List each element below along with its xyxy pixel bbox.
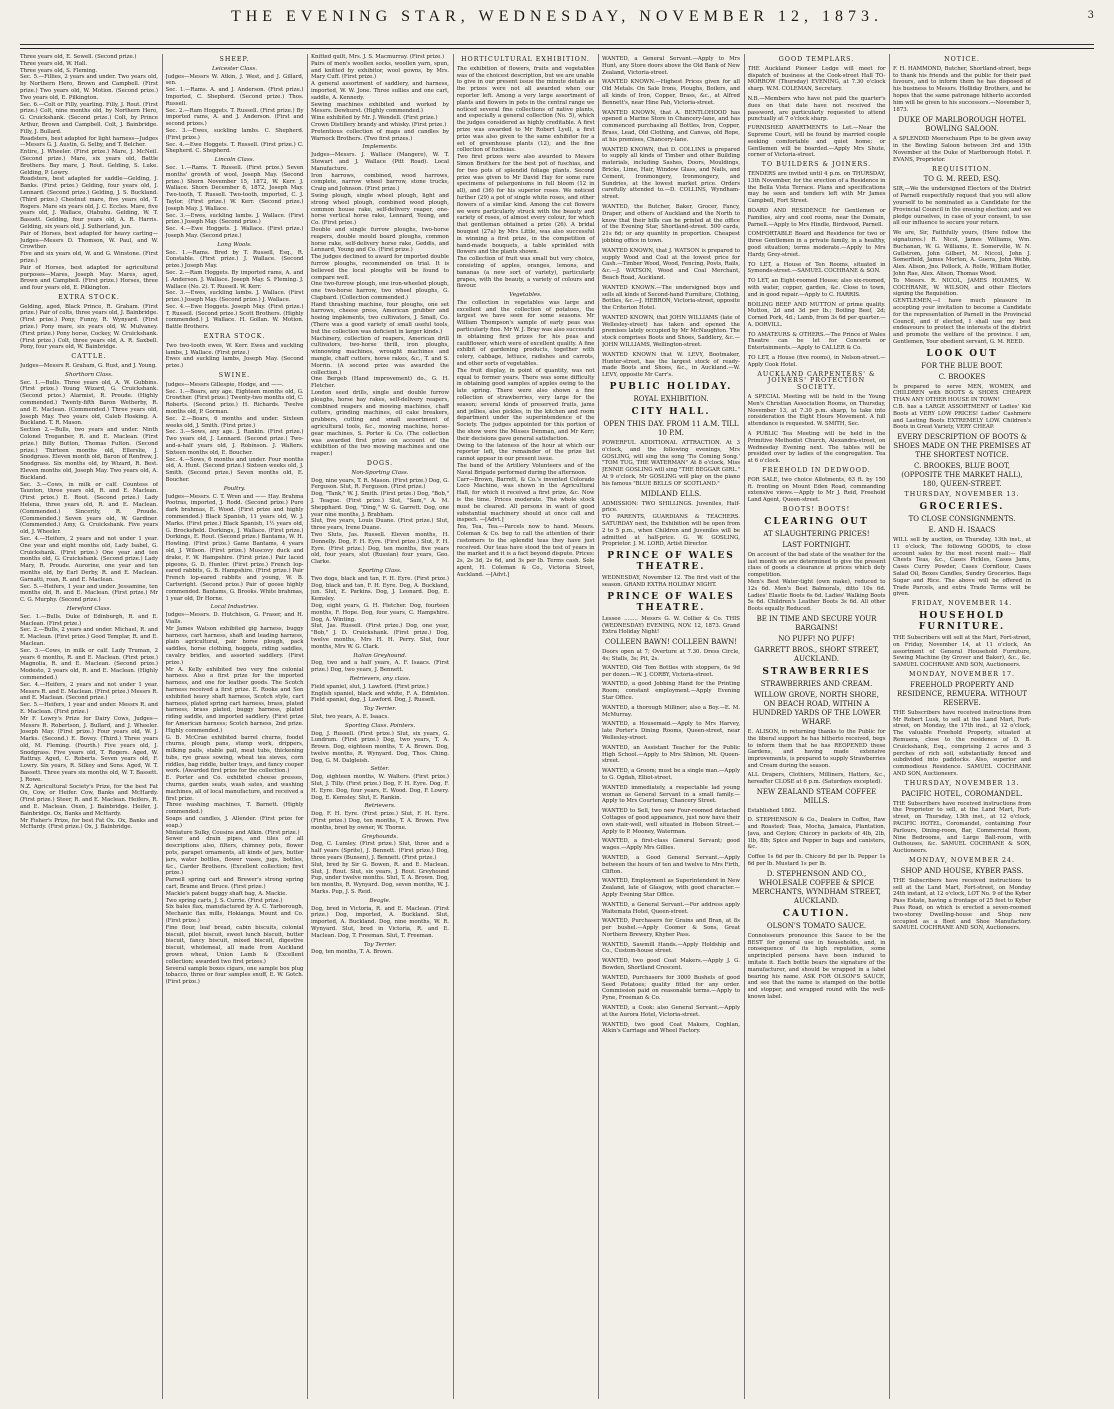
newspaper-title: THE EVENING STAR, WEDNESDAY, NOVEMBER 12, 1873. (230, 8, 884, 25)
column-paragraph: Machinery, collection of reapers, American drill cultivators, two-horse thrill, iron ploughs, winnowing machines, wrought machines and mangle, chaff cutters, horse rakes, &c., T. and S. Morrin. (A second prize was awarded the collection.) (311, 335, 449, 376)
subsection-heading: Leicester Class. (211, 65, 258, 72)
column-paragraph: Pair of Horses, best adapted for agricultural purposes—Mares, Joseph May. Mares, aged, Brown and Campbell. (First prize.) Horses, three and four years old, E. Pilkington. (20, 264, 158, 292)
advertisement: WANTED, two good Coat Makers.—Apply J. G. Bowden, Shortland Crescent. (602, 958, 740, 972)
display-line: SHOP AND HOUSE, KYBER PASS. (900, 866, 1024, 875)
advertisement: WANTED, Old Tom Bottles with stoppers, 6s 9d per dozen.—W. J. CORBY, Victoria-street. (602, 664, 740, 678)
column-paragraph: Two two-tooth ewes, W. Kerr. Ewes and suckling lambs, J. Wallace. (First prize.) (165, 342, 304, 356)
column-paragraph: Slut, two years, A. E. Isaacs. (311, 713, 389, 720)
column-paragraph: Iron harrows, combined, wood harrows, complete, narrow wheel barrow, stone trucks, Craig and Johnson. (First prize.) (311, 172, 449, 193)
advertisement: WANTED immediately, a respectable lad young woman as General Servant in a small family.—Apply to Mrs Courtenay, Chancery Street. (602, 784, 740, 805)
column-paragraph: Slut, bred by Sir G. Bowen, R. and E. Maclean. Slut, J. Rout. Slut, six years, J. Rout. Greyhound Pup, under twelve months. Slut, T. A. Brown. Dog, ten months, R. Wynyard. Dog, seven months, W. J. Marks. Pup, J. S. Reid. (311, 861, 449, 896)
advertisement: WANTED, Purchasers for 3000 Bushels of good Seed Potatoes; quality fitted for any order. Commission paid on reasonable terms.—Apply to Pyne, Freeman & Co. (602, 974, 740, 1002)
column-paragraph: ADMISSION: TWO SHILLINGS. Juveniles, Half-price. (602, 500, 740, 514)
display-heading: STRAWBERRIES (762, 666, 871, 677)
display-heading: PRINCE OF WALES THEATRE. (607, 551, 735, 573)
column-paragraph: Sec. 3.—Ewes, suckling lambs. C. Shepherd. (First prize.) (165, 127, 304, 141)
advertisement: FURNISHED APARTMENTS to Let.—Near the Supreme Court, will be found by married couple seeking comfortable and quiet home; or Gentlemen will be boarded.—Apply Mrs Shute, corner of Victoria-street. (747, 125, 886, 159)
column-paragraph: Sec. 1.—Bulls. Duke of Edinburgh, R. and E. Maclean. (First prize.) (20, 613, 158, 627)
column-paragraph: The collection in vegetables was large and excellent and the collection of potatoes, the largest we have seen for some seasons. Mr William Thompson's sample of early peas was particularly fine. Mr W. J. Bray was also successful in obtaining first prizes for his peas and cauliflower, which were of excellent quality. A fine exhibit of gardening products, together with celery, cabbage, lettuce, radishes and carrots, and other sorts of vegetables. (456, 299, 595, 368)
advertisement: TO LET, an Eight-roomed House; also six-roomed, with water, copper, garden, &c. Close to town, and in good repair.—Apply to C. HARRIS. (747, 278, 886, 298)
advertisement: BOILING BEEF AND MUTTON of prime quality. Mutton, 2d and 3d per lb.; Boiling Beef, 2d; Corned Pork, 4d.; Lamb, from 3s 6d per quarter.—A. DORVILL. (747, 301, 886, 328)
columns-container (20, 54, 1094, 1399)
column-paragraph: Established 1862. (747, 808, 797, 815)
advertisement: WANTED KNOWN, that JOHN WILLIAMS (late of Wellesley-street) has taken and opened the premises lately occupied by Mr McNaughton. The stock comprises Boots and Shoes, Saddlery, &c.—JOHN WILLIAMS, Wellington-street. (602, 314, 740, 349)
column-paragraph: Dog, eight years, G. H. Fletcher. Dog, fourteen months, F. Hope. Dog, four years, C. Hampshire. Dog, A. Winting. (311, 602, 449, 623)
display-heading: PRINCE OF WALES THEATRE. (607, 591, 735, 613)
column-paragraph: Sec. 3.—Cows, in milk or calf. Countess of Taunton, three years old, R. and E. Maclean. (First prize.) E. Rout. (Second prize.) Lady Helena, three years old, R. and E. Maclean. (Commended.) Sincerity, R. Proude. (Commended.) Seven years old, W. Gardiner. (Commended.) Amy, G. Cruickshank. Five years old, J. Wheeler. (20, 481, 158, 536)
subsection-heading: Beagle. (369, 897, 391, 904)
column-paragraph: Slut, five years, Louis Duane. (First prize.) Slut, three years, Irene Duane. (311, 518, 449, 532)
column-paragraph: The fruit display, in point of quantity, was not equal to former years. There was some difficulty in obtaining good samples of apples owing to the late spring. There were also shown a fine collection of strawberries, very large for the season; several kinds of preserved fruits, jams and jellies, also pickles, in the kitchen and room department under the superintendence of the Society. The judges appointed for this portion of the show were the Misses Denman, and Mr Kerr; their decisions gave general satisfaction. (456, 367, 595, 442)
advertisement: WANTED, a good Jobbing Hand for the Printing Room; constant employment.—Apply Evening Star Office. (602, 681, 740, 701)
column-paragraph: TO PARENTS, GUARDIANS & TEACHERS. SATURDAY next, the Exhibition will be open from 2 to 5 p.m., when Children and Juveniles will be admitted at half-price. G. W. GOSLING, Proprietor. J. M. LORD, Artist Director. (602, 514, 740, 548)
column-paragraph: Soaps and candles, J. Allender. (First prize for soap.) (165, 816, 304, 829)
column-paragraph: Coffee 1s 6d per lb. Chicory 8d per lb. Pepper 1s 6d per lb. Mustard 1s per lb. (747, 854, 886, 867)
column-paragraph: On account of the bad state of the weather for the last month we are determined to give the present class of goods a clearance at prices which defy competition. (747, 551, 886, 579)
display-heading: LOOK OUT (926, 348, 998, 359)
column-paragraph: Sec. 3.—Cows, in milk or calf. Lady Truman, 2 years 6 months, R. and E. Maclean. (First prize.) Magnolia, R. and E. Maclean. (Second prize.) Modesto, 2 years old, R. and E. Maclean. (Highly commended.) (20, 647, 158, 681)
column-paragraph: Dog, bred in Victoria, R. and E. Maclean. (First prize.) Dog, imported, A. Buckland. Slut, imported, A. Buckland. Dog, nine months, W. R. Wynyard. Slut, bred in Victoria, R. and E. Maclean. Dog, T. Freeman. Slut, T. Freeman. (311, 905, 449, 939)
column-paragraph: WILL sell by auction, on Thursday, 13th inst., at 11 o'clock, The following GOODS, to close account sales by the most recent mail:— Half Chests Teas, &c., Cases Pickles, Cases Jams, Cases Curry Powder, Cases Cornflour, Cases Salad Oil, Boxes Candles, Sundry Groceries. Bags Sugar and Rice. The above will be offered in Trade Parcels, and extra Trade Terms will be given. (893, 537, 1031, 598)
display-heading: PUBLIC HOLIDAY. (609, 382, 733, 393)
column-paragraph: Carr—Brown, Barrett, & Co.'s invented Colorado Loco Machine, was shown in the Agricultural Hall, for which it received a first prize, &c. Now is the time. Prices moderate. The whole stock must be cleared. All persons in want of good substantial machinery should at once call and inspect. —[Advt.] (456, 476, 595, 524)
advertisement: BOARD AND RESIDENCE for Gentlemen or Families, airy and cool rooms, near the Domain, Parnell.—Apply to Mrs Hindle, Birdwood, Parnell. (747, 207, 886, 228)
column-paragraph: Roadsters, best adapted for saddle—Gelding, J. Banks. (First prize.) Gelding, four years old, J. Lennard. (Second prize.) Gelding, J. S. Buckland. (Third prize.) Chestnut mare, five years old, T. Rogers. Mare six years old, J. C. Eccles. Mare, five years old, J. Wallace, Otahuhu. Gelding, W. T. Bassett. Gelding, four years old, A. R. Harris. Gelding, six years old, J. Sutherland, jun. (20, 176, 158, 230)
column-paragraph: N.B.—Members who have not paid the quarter's dues on that date have not received the password, are particularly requested to attend punctually at 7 o'clock sharp. (747, 95, 886, 123)
display-heading: CITY HALL. (631, 407, 711, 418)
column-paragraph: Sec. 4.—Heifers, 2 years and not under 1 year. One year and eight months old, Lady Isabel, G. Cruickshank. (First prize.) One year and ten months old, G. Cruickshank. (Second prize.) Lady Mary, R. Proude. Aurorine, one year and ten months old, by Earl Derby, R. and E. Maclean. Garnatti, roan, R. and E. Maclean. (20, 535, 158, 583)
column-paragraph: English spaniel, black and white, F. A. Edmiston. Field spaniel, dog, J. Lawford. Dog, J. Russell. (311, 690, 449, 704)
section-heading: CATTLE. (71, 353, 107, 361)
column-paragraph: Sec. 3.—Ewes, suckling lambs. J. Wallace. (First prize.) Joseph May. (Second prize.) J. Wallace. (165, 290, 304, 304)
advertisement: TENDERS are invited until 4 p.m. on THURSDAY, 13th November, for the erection of a Residence in the Bella Vista Terrace. Plans and specifications may be seen and tenders left with Mr James Campbell, Fort Street. (747, 170, 886, 205)
column-paragraph: Sec. 1.—Rams. A. and J. Anderson. (First prize.) Imported, C. Shepherd. (Second prize.) Thos. Russell. (165, 87, 304, 107)
section-heading: EXTRA STOCK. (203, 333, 266, 341)
column-paragraph: Sec. 4.—Ewe Hoggets. J. Wallace. (First prize.) Joseph May. (Second prize.) (165, 226, 304, 239)
column-paragraph: Dog, F. H. Eyre. (First prize.) Slut, F. H. Eyre. (First prize.) Dog, ten months, T. A. Brown. Five months, bred by owner, W. Thorne. (311, 811, 449, 831)
column-paragraph: Sec. 4.—Sows, 6 months and under. Four months old, A. Hunt. (Second prize.) Sixteen weeks old, J. Smith. (Second prize.) Seven months old, E. Boucher. (165, 456, 304, 484)
section-heading: MONDAY, NOVEMBER 24. (909, 856, 1015, 864)
display-line: STRAWBERRIES AND CREAM. (760, 679, 873, 688)
column-paragraph: Dog, C. Lumley. (First prize.) Slut, three and a half years (Sprite), J. Bennett. (First prize.) Dog, three years (Bunsen), J. Bennett. (First prize.) (311, 841, 449, 862)
subsection-heading: Lincoln Class. (214, 157, 255, 164)
column-paragraph: Lessee ........ Messrs G. W. Collier & Co. THIS (WEDNESDAY) EVENING, NOV. 12, 1873. Grand Extra Holiday Night! (602, 615, 740, 636)
column-paragraph: Sec. 3.—Sows, any age. J. Rankin. (First prize.) Two years old, J. Lennard. (Second prize.) Two-and-a-half years old, J. Robinson. J. Walters. Sixteen months old, E. Boucher. (165, 429, 304, 456)
column-paragraph: Two first prizes were also awarded to Messrs Simon Brothers for the best pot of fuschias, and for two pots of splendid foliage plants. Second prize was given to Mr David Hay for some rare specimens of pelargoniums in full bloom (12 in all), and (36) for his superior roses. We noticed further (29) a pot of single white roses, and other flowers of a similar kind. Among the cut flowers we were particularly struck with the beauty and variety of roses, of almost every colour, for which that gentleman obtained a prize (26). A bridal bouquet (27a) by Mrs Little, was also successful in winning a first prize, in the competition of hand-made bouquets, a table sprinkled with flowers and the plants shown. (456, 154, 595, 256)
column-paragraph: Sec. 1.—Boars, any age. Eighteen months old, G. Crowther. (First prize.) Twenty-two months old, C. Roberts. (Second prize.) H. Richards. Twelve months old, P. Gorman. (165, 388, 304, 416)
column-paragraph: The collection of fruit was small but very choice, consisting of apples, oranges, lemons, and bananas (a new sort of variety), particularly grapes, with the beauty, a variety of colours and flavour. (456, 256, 595, 290)
display-line: OPEN THIS DAY. FROM 11 A.M. TILL 10 P.M. (603, 420, 739, 438)
column-paragraph: Three years old, S. Fleming. (20, 67, 98, 74)
column-paragraph: Men's Best Water-tight (own make), reduced to 12s 6d. Men's Best Balmorals, ditto 10s 6d. Ladies' Elastic Boots 6s 6d. Ladies' Walking Boots 5s 6d. Children's Leather Boots 3s 6d. All other Boots equally Reduced. (747, 579, 886, 613)
column-paragraph: Two dogs, black and tan, F. H. Eyre. (First prize.) Dog, black and tan, F. H. Eyre. Dog, A. Buckland, jun. Slut, E. Parkins. Dog, J. Leonard. Dog, E. Kemsley. (311, 575, 449, 603)
column-paragraph: Three years old, E. Sewell. (Second prize.) (20, 54, 137, 60)
newspaper-column-2 (166, 54, 304, 1399)
column-paragraph: Mr F. Lowry's Prize for Dairy Cows, Judges—Messrs R. Robertson, J. Bullard, and J. Wheeler. Joseph May. (First prize.) Four years old, W. J. Marks. (Second.) E. Bovey. (Third.) Three years old, M. Fleming. (Fourth.) Five years old, J. Snodgrass. Five years old, T. Rogers. Aged, W. Rattray. Aged, C. Roberts. Seven years old, F. Lowry. Six years, R. Silkey and Sons. Aged, W. T. Bassett. Three years six months old, W. T. Bassett. J. Rowe. (20, 715, 158, 783)
column-paragraph: Several sample boxes cigars, one sample box plug tobacco, three or four samples snuff, E. W. Gotch. (First prize.) (165, 965, 304, 986)
column-paragraph: Six bales flax, manufactured by A. C. Yarborough, Mechanic flax mills, Hokianga. Mount and Co. (First prize.) (165, 904, 304, 925)
section-heading: HORTICULTURAL EXHIBITION. (461, 56, 590, 63)
column-paragraph: Crown Distillery brandy and whisky. (First prize.) (311, 121, 447, 128)
column-paragraph: Two Sluts, Jas. Russell. Eleven months, H. Donnelly. Dog, F. H. Eyre. (First prize.) Slut, F. H. Eyre. (First prize.) Dog, ten months, five years old, four years, slut (Russian) four years, Geo. Clarke. (311, 531, 449, 566)
column-paragraph: Knitted quilt, Mrs. J. S. Macmurray. (First prize.) (311, 54, 445, 60)
advertisement: COMFORTABLE Board and Residence for two or three Gentlemen in a private family, in a healthy, good situation; terms moderate.—Apply to Mrs Hardy, Grey-street. (747, 231, 886, 258)
column-paragraph: The exhibition of flowers, fruits and vegetables was of the choicest description, but we are unable to give in our present issue the minute details as the prizes were not all awarded when our reporter left. Among a very large assortment of plants and flowers in pots in the central range we noticed several fine collections of native plants, and especially a general collection (No. 5), which the judges considered as highly creditable. A first prize was awarded to Mr Robert Lyell, a first prize was also given to the same exhibitor for a set of greenhouse plants (12), and the fine collection of fuchsias. (456, 65, 595, 154)
display-heading: CLEARING OUT (764, 516, 869, 527)
advertisement: WANTED, a thorough Milliner; also a Boy.—E. M. McMurray. (602, 704, 740, 718)
column-paragraph: Sec. 5.—Fillies, 2 years and under. Two years old, by Northern Hero, Brown and Campbell. (First prize.) Two years old, W. Motion. (Second prize.) Two years old, E. Pilkington. (20, 74, 158, 101)
column-paragraph: Sec. 1.—Rams. T. Russell. (First prize.) Seven months' growth of wool, Joseph May. (Second prize.) Shorn November 15, 1872, W. Kerr. J. Wallace. Shorn December 6, 1872, Joseph May. Two-tooth, T. Russell. Two-tooth, imported, C. J. Taylor. (First prize.) W. Kerr. (Second prize.) Joseph May. J. Wallace. (165, 164, 304, 212)
column-paragraph: Hand thrashing machine, four ploughs, one set harrows, cheese press, American grubber and hoeing implements, two cultivators, J. Small, Co. (There was a good variety of small useful tools, but the collection was deficient in larger kinds.) (311, 301, 449, 335)
column-paragraph: GENTLEMEN,—I have much pleasure in accepting your invitation to become a Candidate for the representation of Parnell in the Provincial Council, and if elected, I shall use my best endeavours to protect the interests of the district and promote the welfare of the province. I am, Gentlemen, Your obedient servant, G. M. REED. (893, 298, 1031, 345)
page-number: 3 (1087, 10, 1094, 21)
column-paragraph: Dog, eighteen months, W. Walters. (First prize.) Slut, J. Tilly. (First prize.) Dog, F. H. Eyre. Dog, F. H. Eyre. Dog, four years, E. Wood. Dog, F. Lowry. Dog, E. Kemsley. Slut, E. Rankin. (311, 774, 449, 801)
advertisement: WANTED, an Assistant Teacher for the Public High School.—Apply to Mrs Shlmon, Mt. Queen-street. (602, 744, 740, 765)
column-paragraph: Three washing machines, T. Barnett. (Highly commended.) (165, 802, 304, 816)
column-paragraph: One Bergeb (Hand improvement) do., G. H. Fletcher. (311, 376, 449, 390)
column-paragraph: Judges—Messrs W. Atkin, J. West, and J. Gillard, sen. (165, 73, 304, 87)
subsection-heading: Setter. (370, 766, 390, 773)
column-paragraph: Sec. 5.—Heifers, 1 year and under. Messrs R. and E. Maclean. (First prize.) (20, 702, 158, 715)
masthead (20, 8, 1094, 49)
display-line: E. AND H. ISAACS (928, 526, 996, 535)
column-rule (889, 54, 890, 1399)
subsection-heading: Greyhounds. (361, 833, 399, 840)
column-paragraph: Five and six years old, W. and G. Winstone. (First prize.) (20, 251, 158, 264)
display-line: AT SLAUGHTERING PRICES! (763, 529, 870, 538)
column-paragraph: Ewes and suckling lambs, Joseph May. (Second prize.) (165, 356, 304, 370)
advertisement: WANTED, two good Coat Makers, Coghlan, Atkin's Carriage and Wheel Factory. (602, 1021, 740, 1035)
column-paragraph: N.Z. Agricultural Society's Prize, for the best Fat Ox, Cow, or Heifer. Cow, Banks and McHardy. (First prize.) Steer, R. and E. Maclean. Heifers, R. and E. Maclean. Oxen, J. Bainbridge. Heifer, J. Bainbridge. Ox, Banks and McHardy. (20, 783, 158, 817)
column-paragraph: Pair of Horses, best adapted for heavy carting—Judges—Messrs D. Thomson, W. Paul, and W. Crowther. (20, 230, 158, 251)
advertisement: THE Auckland Pioneer Lodge will meet for dispatch of business at the Cook-street Hall TO-MORROW (Thursday) EVENING, at 7.30 o'clock sharp. W.M. COLEMAN, Secretary. (747, 65, 886, 93)
advertisement: WANTED, Sawmill Hands.—Apply Holdship and Co., Custom-house street. (602, 941, 740, 955)
advertisement: F. H. HAMMOND, Butcher, Shortland-street, begs to thank his friends and the public for their past favours, and to inform them he has disposed of his business to Messrs. Holliday Brothers, and he hopes that the same patronage hitherto accorded him will be given to his successors.—November 5, 1873. (893, 65, 1031, 113)
section-heading: DOGS. (366, 460, 394, 468)
section-heading: THURSDAY, NOVEMBER 13. (904, 491, 1020, 499)
column-paragraph: Three years old, W. Hall. (20, 60, 88, 67)
advertisement: WANTED, a Good General Servant.—Apply between the hours of ten and twelve to Mrs Firth, Clifton. (602, 854, 740, 875)
advertisement: WANTED to Sell, two new Four-roomed detached Cottages of good appearance, just now have their own stair-well, well situated in Hobson Street.—Apply to P. Mooney, Waterman. (602, 808, 740, 835)
column-paragraph: Mr A. Kelly exhibited two very fine colonial harness. Also a first prize for the imported harness, and one for leather goods. The Scotch harness received a first prize. E. Rooke and Son exhibited heavy shaft harness, Scotch style, cart harness, plated spring cart harness, brass, plated harness, brass plated, buggy harness, plated riding saddle, and imported saddlery. (First prize for American harness; Scotch harness, 2nd prize. Highly commended.) (165, 666, 304, 734)
column-paragraph: Double and single furrow ploughs, two-horse reapers, double mould board ploughs, common horse rake, self-delivery horse rake, Geddis, and Lennard, Young and Co. (First prize.) (311, 226, 449, 254)
masthead-rule (20, 44, 1094, 45)
advertisement: A SPECIAL Meeting will be held in the Young Men's Christian Association Rooms, on Thursday, November 13, at 7.30 p.m. sharp, to take into consideration the Eight Hours Movement. A full attendance is requested. W. SMITH, Sec. (747, 394, 886, 428)
section-heading: MONDAY, NOVEMBER 17. (909, 671, 1015, 679)
display-line: C. BROOKES (938, 372, 986, 381)
subsection-heading: Long Wools. (217, 241, 252, 248)
display-line: TO G. M. REED, ESQ. (923, 175, 1001, 184)
section-heading: BOOTS! BOOTS! (782, 506, 851, 514)
display-line: MIDLAND ELLS. (640, 489, 702, 498)
column-paragraph: Sec. 4.—Heifers, 2 years and not under 1 year. Messrs R. and E. Maclean. (First prize.) Messrs R. and E. Maclean. (Second prize.) (20, 681, 158, 702)
column-paragraph: Judges—Messrs R. Graham, G. Rust, and J. Young. (20, 363, 157, 370)
newspaper-column-4 (457, 54, 595, 1399)
column-paragraph: C.B. has a LARGE ASSORTMENT of Ladies' Kid Boots at VERY LOW PRICES! Ladies' Cashmere and Lasting Boots EXTREMELY LOW. Children's Boots in Great Variety, VERY CHEAP. (893, 404, 1031, 431)
subsection-heading: Retrievers. (364, 803, 396, 810)
subsection-heading: Poultry. (223, 485, 246, 492)
advertisement: TO LET, a House of Ten Rooms, situated in Symonds-street.—SAMUEL COCHRANE & SON. (747, 261, 886, 275)
advertisement: WANTED KNOWN.—The undersigned buys and sells all kinds of Second-hand Furniture, Clothing, Bottles, &c.—J. HEBRON, Victoria-street, opposite the Criterion Hotel. (602, 284, 740, 312)
column-rule (453, 54, 454, 1399)
column-paragraph: Sec. 2.—Ram Hoggets. T. Russell. (First prize.) By imported rams, A. and J. Anderson. (First and second prizes.) (165, 107, 304, 128)
display-line: EVERY DESCRIPTION OF BOOTS & SHOES MADE ON THE PREMISES AT THE SHORTEST NOTICE. (893, 433, 1031, 460)
column-paragraph: Judges—Messrs. J. Wallace (Mangere), W. T. Stewart and J. Wallace (Pitt Road). Local Manufacture. (311, 152, 449, 172)
column-rule (162, 54, 163, 1399)
subsection-heading: Retrievers, any class. (349, 675, 411, 682)
subsection-heading: Shorthorn Class. (65, 371, 113, 378)
advertisement: A SPLENDID Meerschaum Pipe to be given away in the Bowling Saloon between 3rd and 15th November at the Duke of Marlborough Hotel. F. EVANS, Proprietor. (893, 136, 1031, 163)
column-paragraph: Mr James Watson exhibited gig harness, buggy harness, cart harness, shaft and leading harness, plain agricultural, pair horse plough, pack saddles, horse clothing, hoggets, riding saddles, cavalry bridles, and assorted saddlery. (First prize.) (165, 625, 304, 666)
column-paragraph: Dog, nine years, T. R. Mason. (First prize.) Dog, G. Ferguson. Slut, R. Ferguson. (First prize.) (311, 477, 449, 491)
display-line: FOR THE BLUE BOOT. (921, 361, 1003, 370)
column-rule (744, 54, 745, 1399)
advertisement: WANTED, Purchasers for Grains and Bran, at 8s per bushel.—Apply Coomer & Sons, Great Northern Brewery, Khyber Pass. (602, 918, 740, 938)
column-paragraph: E. Porter and Co. exhibited cheese presses, churns, garden seats, wash sates, and washing machines, all of local manufacture, and received a first prize. (165, 775, 304, 802)
column-paragraph: WEDNESDAY, November 12. The first visit of the season. GRAND EXTRA HOLIDAY NIGHT. (602, 575, 740, 589)
column-paragraph: Sec. 2.—Bulls, 2 years and under. Michael, R. and E. Maclean. (First prize.) Good Templar, R. and E. Maclean. (20, 627, 158, 647)
subsection-heading: Italian Greyhound. (353, 652, 407, 659)
display-line: ROYAL EXHIBITION. (633, 395, 709, 404)
column-paragraph: THE Subscribers have received instructions from the Proprietor to sell, at the Land Mart, Fort-street, on Thursday, 13th inst., at 12 o'clock, PACIFIC HOTEL, Coromandel, containing Four Parlours, Dining-room, Bar, Commercial Room, Nine Bedrooms, and Large Ball-room, with Outhouses, &c. SAMUEL COCHRANE & SON, Auctioneers. (893, 800, 1031, 855)
column-paragraph: POWERFUL ADDITIONAL ATTRACTION. At 3 o'clock, and the following evenings, Mrs GOSLING, will sing the song 'Tis Coming Song.' "TOM TUG, THE WATERMAN" At 8 o'clock, Miss JENNIE GOSLING will sing "THE BEGGAR GIRL." At 9 o'clock, Mr GOSLING will play on the piano his famous "BLUE BELLS OF SCOTLAND." (602, 440, 740, 487)
column-paragraph: Sec. 2.—Boars, 6 months and under. Sixteen weeks old, J. Smith. (First prize.) (165, 415, 304, 429)
advertisement: A PUBLIC Tea Meeting will be held in the Primitive Methodist Church, Alexandra-street, on Wednesday Evening next. The tables will be presided over by ladies of the congregation. Tea at 6 o'clock. (747, 431, 886, 465)
column-paragraph: Connoisseurs pronounce this Sauce to be the BEST for general use in households, and, in consequence of its high reputation, some unprincipled persons have been induced to imitate it. Each bottle bears the signature of the manufacturer, and should be wrapped in a label bearing his name. ASK FOR OLSON'S SAUCE, and see that the name is stamped on the bottle and stopper, and wrapped round with the well-known label. (747, 932, 886, 1000)
display-line: D. STEPHENSON AND CO., WHOLESALE COFFEE & SPICE MERCHANTS, WYNDHAM STREET, AUCKLAND. (752, 869, 881, 905)
section-heading: NOTICE. (944, 56, 980, 63)
display-heading: HOUSEHOLD FURNITURE. (918, 611, 1006, 633)
column-paragraph: Judges—Messrs Gillespie, Hodge, and ——. (165, 381, 284, 388)
section-heading: AUCKLAND CARPENTERS' & JOINERS' PROTECTION SOCIETY. (757, 370, 876, 392)
column-paragraph: Field spaniel, slut, J. Lawford. (First prize.) (311, 683, 429, 690)
advertisement: WANTED, a General Servant.—For address apply Waitemata Hotel, Queen-street. (602, 901, 740, 915)
subsection-heading: Hereford Class. (66, 605, 112, 612)
section-heading: TO BUILDERS & JOINERS. (761, 161, 872, 169)
newspaper-column-6 (748, 54, 886, 1399)
column-paragraph: The judges declined to award for imported double furrow ploughs, recommended on trial. It is believed the local ploughs will be found to compare well. (311, 254, 449, 281)
advertisement: WANTED KNOWN.—Highest Prices given for all Old Metals. On Sale Irons, Ploughs, Boilers, and all kinds of Iron, Copper, Brass, &c., at Alfred Bennett's, near Hine Pah, Victoria-street. (602, 79, 740, 106)
section-heading: FREEHOLD IN DEDWOOD. (762, 467, 871, 475)
column-paragraph: Sewing machines exhibited and worked by Messrs. Dewhurst. (Highly commended.) (311, 101, 449, 115)
column-paragraph: Two spring carts, J. S. Currie. (First prize.) (165, 897, 283, 904)
advertisement: WANTED, a General Servant.—Apply to Mrs Hunt, any Store doors above the Old Bank of New Zealand, Victoria-street. (602, 56, 740, 76)
display-line: NO PUFF! NO PUFF! (778, 634, 855, 643)
column-paragraph: Dog, ten months, T. A. Brown. (311, 949, 393, 956)
column-paragraph: Sec. 2.—Ram Hoggets. By imported rams, A. and J. Anderson. J. Wallace. Joseph May. S. Fleming. J. Wallace (No. 2). T. Russell. W. Kerr. (165, 269, 304, 290)
column-rule (598, 54, 599, 1399)
advertisement: WANTED, Employment as Superintendent in New Zealand, late of Glasgow, with good character.—Apply Evening Star Office. (602, 878, 740, 898)
column-paragraph: E. ALISON, in returning thanks to the Public for the liberal support he has hitherto received, begs to inform them that he has REOPENED these Gardens, and having made extensive improvements, is prepared to supply Strawberries and Cream during the season. (747, 728, 886, 769)
display-line: FREEHOLD PROPERTY AND RESIDENCE, REMUERA. WITHOUT RESERVE. (896, 680, 1028, 707)
column-paragraph: Doors open at 7; Overture at 7.30. Dress Circle, 4s; Stalls, 3s; Pit, 2s. (602, 649, 740, 662)
newspaper-column-7 (893, 54, 1031, 1399)
display-heading: GROCERIES. (919, 502, 1005, 513)
column-paragraph: Dog, two and a half years, A. F. Isaacs. (First prize.) Dog, two years, J. Bennett. (311, 660, 449, 674)
column-paragraph: Sec. 4.—Ewe Hoggets. Joseph May. (First prize.) T. Russell. (Second prize.) Scott Brothers. (Highly commended.) J. Wallace. H. Gollan. W. Motion. Battle Brothers. (165, 303, 304, 331)
column-paragraph: A general assortment of saddlery, and harness, imported, W. W. Jone. Three sullies and one cart, saddle, A. Kennedy. (311, 81, 449, 101)
advertisement: ALL Drapers, Clothiers, Milliners, Hatters, &c., hereafter CLOSE at 6 p.m. (Saturdays excepted). (747, 771, 886, 785)
column-paragraph: Roadsters, best adapted for light harness—Judges—Messrs G. J. Austin, G. Selby, and T. Belcher. (20, 135, 158, 149)
display-line: LAST FORTNIGHT. (782, 540, 851, 549)
column-paragraph: Is prepared to serve MEN, WOMEN, and CHILDREN with BOOTS & SHOES CHEAPER THAN ANY OTHER HOUSE IN TOWN! (893, 383, 1031, 404)
advertisement: WANTED KNOWN, that D. COLLINS is prepared to supply all kinds of Timber and other Building materials, including Sashes, Doors, Mouldings, Bricks, Lime, Hair, Window Glass, and Nails, and Cement, Ironmongery, Ironmongery, and Sundries, at the lowest market price. Orders carefully attended to.—D. COLLINS, Wyndham-street. (602, 146, 740, 201)
section-heading: EXTRA STOCK. (58, 293, 120, 301)
advertisement: WANTED, a Cook; also General Servant.—Apply at the Aurora Hotel, Victoria-street. (602, 1005, 740, 1018)
subsection-heading: Toy Terrier. (363, 941, 397, 948)
section-heading: GOOD TEMPLARS. (778, 56, 855, 63)
column-paragraph: Wine exhibited by Mr. J. Wendell. (First prize.) (311, 115, 438, 122)
newspaper-column-1 (20, 54, 158, 1399)
subsection-heading: Implements. (362, 144, 398, 151)
column-paragraph: THE Subscribers have received instructions to sell at the Land Mart, Fort-street, on Monday 24th instant, at 12 o'clock, LOT No. 9 of the Kyber Pass Estate, having a frontage of 25 feet to Kyber Pass Road, on which is erected a seven-roomed two-storey Dwelling-house and Shop now occupied as a Boot and Shoe Manufactory. SAMUEL COCHRANE AND SON, Auctioneers. (893, 877, 1031, 932)
column-paragraph: Owing to the lateness of the hour at which our reporter left, the remainder of the prize list cannot appear in our present issue. (456, 442, 595, 463)
column-paragraph: We are, Sir, Faithfully yours, (Here follow the signatures.) R. Nicol, James Williams, Wm. Buchanan, W. G. Williams, E. Somerville, W. N. Gullstrom, John Gilbert, M. Niccol, John J. Somerfield, James Morton, A. Guera, John Webb, Alex. Alison, Jno. Pollock, A. Rolfe, William Butler, John Rae, Alex. Alison, Thomas Wood. (893, 230, 1031, 277)
column-paragraph: G. B. McCrae exhibited barrel churns, foodel churns, plough pans, stump work, drippers, milking pails, stable pail, meat tubs, thickening tubs, rye grass sowing, wheat tea sieves, corn riddles, bag riddle, butter trays, and fancy cooper work. (Awarded first prize for the collection.) (165, 734, 304, 775)
column-paragraph: Pairs of men's woollen socks, woollen yarn, spun, and knitted by exhibitor, wool gowns, by Mrs. Mary Cuff. (First prize.) (311, 60, 449, 81)
column-paragraph: Tea, Tea, Tea.—Parcels now to hand. Messrs. Coleman & Co. beg to call the attention of their customers to the splendid teas they have just received. Our teas have stood the test of years in the market and it is a fact beyond dispute. Prices: 2s, 2s 3d, 2s 6d, and 3s per lb. Terms cash. Sole agent, H. Coleman & Co., Victoria Street, Auckland. —[Advt.] (456, 524, 595, 578)
display-heading: CAUTION. (782, 908, 851, 919)
section-heading: FRIDAY, NOVEMBER 14. (911, 600, 1013, 608)
advertisement: WANTED KNOWN that W. LEVY, Bootmaker, Hunter-street, has the largest stock of ready-made Boots and Shoes, &c., in Auckland.—W. LEVY, opposite Mr Carr's. (602, 351, 740, 379)
column-paragraph: Sec. 5.—Heifers, 1 year and under. Jessamine, ten months old, R. and E. Maclean. (First prize.) Mr C. G. Murphy. (Second prize.) (20, 583, 158, 604)
advertisement: WANTED, a Housemaid.—Apply to Mrs Harvey, late Porter's Dining Rooms, Queen-street, near Wellesley-street. (602, 721, 740, 741)
column-rule (307, 54, 308, 1399)
column-paragraph: London seed drills, single and double furrow ploughs, horse hay rakes, self-delivery reapers, combined reapers and mowing machines, chaff cutters, grinding machines, oil cake breakers, grubbers, cutting and small assortment of agricultural tools, &c., mowing machine, horse-gear machines, S. Porter & Co. (The collection was awarded first prize on account of the exhibition of the two mowing machines and one reaper.) (311, 390, 449, 458)
column-paragraph: One two-furrow plough, one iron-wheeled plough, one two-horse harrow, two wheel ploughs, G. Clapbard. (Collection commended.) (311, 281, 449, 301)
column-paragraph: Sec. 6.—Colt or Filly, yearling. Filly, J. Rout. (First prize.) Colt, nine months old, by Northern Hero, G. Cruickshank. (Second prize.) Colt, by Prince Arthur, Brown and Campbell. Colt, J. Bainbridge. Filly, J. Bullard. (20, 101, 158, 135)
column-paragraph: Sec. 1.—Rams. Bred by T. Russell, Esq., R. Constable. (First prize.) J. Wallace. (Second prize.) Joseph May. (165, 249, 304, 270)
display-line: OLSON'S TOMATO SAUCE. (766, 921, 867, 930)
subsection-heading: Toy Terrier. (363, 706, 397, 713)
column-paragraph: Section 2.—Bulls, two years and under. Ninth Colonel Treganber, R. and E. Maclean. (First prize.) Billy Button, Thomas Fulton. (Second prize.) Thirteen months old, Ellerslie, J. Snodgrass. Eleven month old, Baron of Renfrew, J. Snodgrass. Six months old, by Wizard, R. Best. Eleven months old, Joseph May. Two years old, A. Buckland. (20, 427, 158, 481)
column-paragraph: Sec. 3.—Ewes, suckling lambs. J. Wallace. (First prize.) Joseph May. (Second prize.) (165, 212, 304, 226)
subsection-heading: Vegetables. (509, 292, 542, 299)
advertisement: D. STEPHENSON & Co., Dealers in Coffee, Raw and Roasted; Teas, Mocha, Jamaica, Plantation, Java, and Ceylon; Chicory in packets of 4lb, 2lb, 1lb, 8lb; Spice and Pepper in bags and canisters, &c. (747, 817, 886, 851)
column-paragraph: Miniature Sulky, Cousins and Atkin. (First prize.) (165, 829, 300, 836)
subsection-heading: Sporting Class. (358, 567, 402, 574)
section-heading: THURSDAY, NOVEMBER 13. (904, 779, 1020, 787)
display-line: PACIFIC HOTEL, COROMANDEL. (901, 789, 1023, 798)
display-line: NEW ZEALAND STEAM COFFEE MILLS. (756, 788, 877, 806)
column-paragraph: THE Subscribers will sell at the Mart, Fort-street, on Friday, November 14, at 11 o'clock, An assortment of General Household Furniture, Sewing Machine (by Grover and Baker), &c., &c. SAMUEL COCHRANE AND SON, Auctioneers. (893, 635, 1031, 669)
column-paragraph: Dog, "Tank," W. J. Smith. (First prize.) Dog, "Bob," J. Teague. (First prize.) Slut, "Sam," A. M. Shepphard. Dog, "Ding," W. G. Garrett. Dog, one year nine months, J. Brabham. (311, 491, 449, 518)
column-paragraph: Fine flour, leaf bread, cabin biscuits, colonial biscuit, pilot biscuit, sweet lunch biscuit, butter biscuit, fancy biscuit, mixed biscuit, digestive biscuit, wholemeal, all made from Auckland grown wheat, Union Lamb & (Excellent collection; awarded two first prizes.) (165, 924, 304, 965)
section-heading: REQUISITION. (931, 165, 993, 173)
column-paragraph: Parnell spring cart and Brewer's strong spring cart, Brame and Bruce. (First prize.) (165, 877, 304, 891)
column-paragraph: Pretentious collection of maps and candles by Warnock Brothers. (Two first prizes.) (311, 128, 449, 142)
display-line: BE IN TIME AND SECURE YOUR BARGAINS! (756, 614, 877, 632)
column-paragraph: The band of the Artillery Volunteers and of the Naval Brigade performed during the afternoon. (456, 463, 595, 476)
subsection-heading: Non-Sporting Class. (351, 469, 409, 476)
newspaper-column-5 (602, 54, 740, 1399)
column-paragraph: To Messrs. R. NICOL, JAMES HOLMES, W. COCHRANE, W. WILSON, and other Electors signing the Requisition. (893, 277, 1031, 298)
display-line: TO CLOSE CONSIGNMENTS. (908, 515, 1016, 524)
column-paragraph: Sewer and drain pipes, and tiles of all descriptions also, filters, chimney pots, flower pots, parapet ornaments, all kinds of jars, butter jars, water bottles, flower vases, jugs, bottles, &c., Carder Brothers. (Excellent collection; first prize.) (165, 836, 304, 877)
column-paragraph: Dog, J. Russell. (First prize.) Slut, six years, G. Lundrum. (First prize.) Dog, two years, T. A. Brown. Dog, eighteen months, T. A. Brown. Dog, twelve months, R. Wynyard. Dog, Thos. Ching. Dog, G. M. Dalgleish. (311, 730, 449, 764)
advertisement: WANTED, a Groom; must be a single man.—Apply to G. Ogdah, Elliot-street. (602, 768, 740, 781)
column-paragraph: Slut, Jas. Russell. (First prize.) Dog, one year, "Bob," J. D. Cruickshank. (First prize.) Dog, twelve months, Mrs H. H. Perry. Slut, four months, Mrs W. G. Clark. (311, 623, 449, 650)
newspaper-column-3 (311, 54, 449, 1399)
display-line: WILLOW GROVE, NORTH SHORE, ON BEACH ROAD, WITHIN A HUNDRED YARDS OF THE LOWER WHARF. (752, 690, 881, 726)
advertisement: WANTED KNOWN, that J. WATSON is prepared to supply Wood and Coal at the lowest price for Cash.—Timber Wood, Wood, Fencing, Posts, Rails, &c.—J. WATSON, Wood and Coal Merchant, Beach Road, Auckland. (602, 247, 740, 281)
column-paragraph: Sec. 1.—Bulls. Three years old, A. W. Gubbins. (First prize.) Young Wizard, G. Cruickshank. (Second prize.) Alarmist, R. Proude. (Highly commended.) Twenty-fifth Baron Wetherby, R. and E. Maclean. (Commended.) Three years old, Joseph May. Two years old, Caleb Hosking. A. Buckland. T. R. Mason. (20, 379, 158, 427)
column-paragraph: Sec. 4.—Ewe Hoggets. T. Russell. (First prize.) C. Shepherd. C. Shepherd. (165, 141, 304, 155)
section-heading: SHEEP. (219, 56, 250, 63)
display-line: C. BROOKES, BLUE BOOT, (OPPOSITE THE MARKET HALL), 180, QUEEN-STREET. (901, 462, 1023, 489)
column-paragraph: Mackie's patent buggy shaft bag, A. Mackie. (165, 890, 288, 897)
column-paragraph: THE Subscribers have received instructions from Mr Robert Lusk, to sell at the Land Mart, Fort-street, on Monday, the 17th inst., at 12 o'clock, The valuable Freehold Property, situated at Remuera, close to the residence of D. B. Cruickshank, Esq., comprising 2 acres and 3 perches of rich soil, substantially fenced and subdivided into paddocks. Also, superior and commodious Residence. SAMUEL COCHRANE AND SON, Auctioneers. (893, 709, 1031, 777)
display-line: DUKE OF MARLBOROUGH HOTEL BOWLING SALOON. (898, 116, 1026, 134)
display-line: COLLEEN BAWN! COLLEEN BAWN! (604, 638, 738, 647)
advertisement: FOR SALE, two choice Allotments, 63 ft. by 150 ft. fronting on Mount Eden Road, commanding extensive views.—Apply to Mr J. Reid, Freehold Land Agent, Queen-street. (747, 476, 886, 504)
column-paragraph: Judges—Messrs. C. T. Wren and —— Hay. Brahma Pootras, imported, J. Rodd. (Second prize.) Pure dark brahmas, E. Wood. (First prize and highly commended.) Black Spanish, 11 years old, W. J. Marks. (First prize.) Black Spanish, 1½ years old, G. Brocksfield. Dorkings, J. Wallace. (First prize.) Dorkings, E. Rout. (Second prize.) Bantams, W. H. Howling. (First prize.) Game Bantams, 4 years old, J. Wilson. (First prize.) Muscovy duck and drake, F. W. Hampshire. (First prize.) Pair laced pigeons, G. D. Hunter. (First prize.) French lop-eared rabbits, G. B. Hampshire. (First prize.) Pair French lop-eared rabbits and young, W. B. Cartwright. (Second prize.) Pair of goose highly commended. Bantams, G. Brooks. White brahmas, 1 year old, Dr Horne. (165, 493, 304, 602)
column-paragraph: Mr Fisher's Prize, for best Fat Ox. Ox, Banks and McHardy. (First prize.) Ox, J. Bainbridge. (20, 817, 158, 831)
advertisement: TO LET, a House (five rooms), in Nelson-street.—Apply Cook Hotel. (747, 355, 886, 368)
display-line: GARRETT BROS., SHORT STREET, AUCKLAND. (754, 645, 879, 663)
column-paragraph: Entire, J. Wheeler. (First prize.) Mare, J. McNeil. (Second prize.) Mare, six years old, Battle Brothers. Bay mare, J. Rout. Gelding, S. Luke. Gelding, P. Lowry. (20, 149, 158, 176)
subsection-heading: Sporting Class. Pointers. (344, 722, 416, 729)
column-paragraph: Gelding, aged, Black Prince, R. Graham. (First prize.) Pair of colts, three years old, J. Bainbridge. (First prize.) Pony, Funny, R. Wynyard. (First prize.) Pony mare, six years old, W. Mulvaney. (First prize.) Pony horse, Cockey, W. Cruickshank. (First prize.) Colt, three years old, A. R. Saxbell. Pony, four years old, W. Bainbridge. (20, 303, 158, 351)
advertisement: SIR,—We the undersigned Electors of the District of Parnell respectfully request that you will allow yourself to be nominated as a Candidate for the Provincial Council in the ensuing election; and we pledge ourselves, in case of your consent, to use all our influence to secure your return. (893, 186, 1031, 227)
column-paragraph: Swing plough, single wheel plough, light and strong wheel plough, combined wood plough, common house rake, self-delivery reaper, one-horse vertical horse rake, Lennard, Young, and Co. (First prize.) (311, 192, 449, 227)
advertisement: WANTED KNOWN, that A. BENTLOHOOD has opened a Marine Store in Chancery-lane, and has commenced purchasing all Bottles, Iron, Copper, Brass, Lead, Old Clothing, and Canvas, old Rope, at his premises, Chancery-lane. (602, 109, 740, 143)
advertisement: WANTED, a first-class General Servant; good wages.—Apply Mrs Gillies. (602, 838, 740, 852)
section-heading: SWINE. (218, 372, 251, 380)
subsection-heading: Local Industries. (210, 604, 259, 611)
advertisement: WANTED, the Butcher, Baker, Grocer, Fancy, Draper, and others of Auckland and the North to know that their bills can be printed at the office of the Evening Star, Shortland-street. 500 cards, 21s 6d; or any quantity in proportion. Cheapest jobbing office in town. (602, 203, 740, 244)
column-paragraph: Judges—Messrs. D. Hutchison, G. Fraser, and H. Vialls. (165, 612, 304, 625)
advertisement: TO AMATEURS & OTHERS.—The Prince of Wales Theatre can be let for Concerts or Entertainments.—Apply to CALLER & Co. (747, 331, 886, 352)
